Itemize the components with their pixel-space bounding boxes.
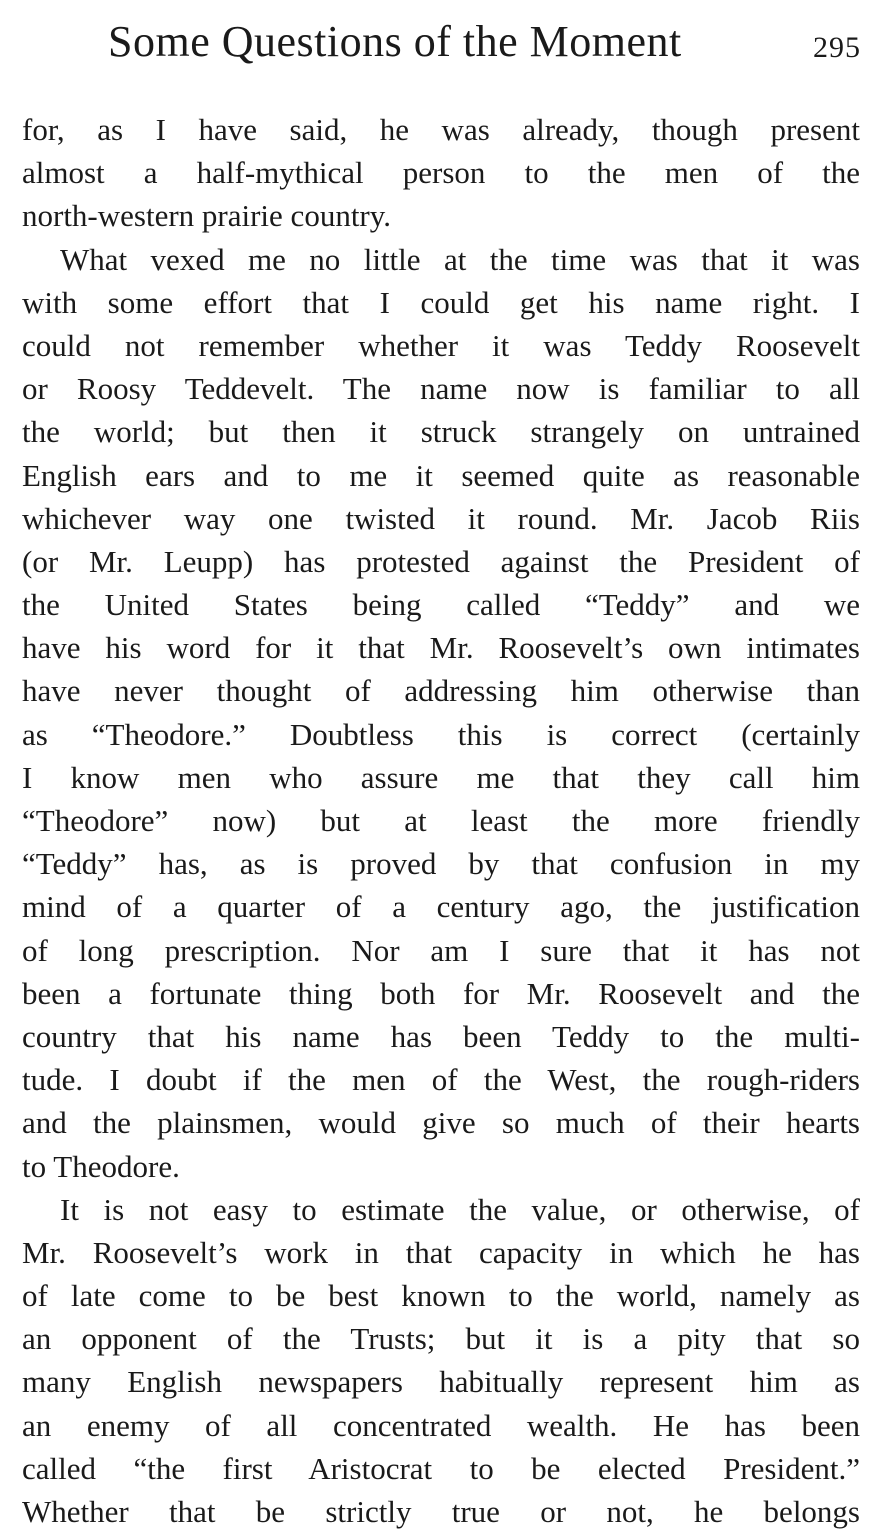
text-line: country that his name has been Teddy to the multi-: [22, 1018, 860, 1054]
text-line: almost a half-mythical person to the men of the: [22, 155, 860, 191]
text-line: an enemy of all concentrated wealth. He has been: [22, 1407, 860, 1443]
text-line: for, as I have said, he was already, though present: [22, 112, 860, 147]
text-line: many English newspapers habitually represent him as: [22, 1364, 860, 1400]
text-line: “Teddy” has, as is proved by that confusion in my: [22, 846, 860, 882]
text-line: to Theodore.: [22, 1148, 180, 1184]
text-line: tude. I doubt if the men of the West, the rough-riders: [22, 1062, 860, 1098]
text-line: Whether that be strictly true or not, he belongs: [22, 1494, 860, 1529]
text-line: the world; but then it struck strangely on untrained: [22, 414, 860, 450]
running-head: [22, 14, 861, 70]
text-line: Mr. Roosevelt’s work in that capacity in which he has: [22, 1234, 860, 1270]
text-line: north-western prairie country.: [22, 198, 391, 234]
text-line: mind of a quarter of a century ago, the justification: [22, 889, 860, 925]
body-text: [22, 108, 860, 1533]
text-line: whichever way one twisted it round. Mr. Jacob Riis: [22, 500, 860, 536]
text-line: as “Theodore.” Doubtless this is correct (certainly: [22, 716, 860, 752]
text-line: It is not easy to estimate the value, or otherwise, of: [60, 1191, 860, 1227]
text-line: of long prescription. Nor am I sure that it has not: [22, 932, 860, 968]
text-line: English ears and to me it seemed quite as reasonable: [22, 457, 860, 493]
text-line: “Theodore” now) but at least the more friendly: [22, 803, 860, 838]
text-line: and the plainsmen, would give so much of their hearts: [22, 1105, 860, 1141]
text-line: have never thought of addressing him otherwise than: [22, 673, 860, 709]
text-line: been a fortunate thing both for Mr. Roosevelt and the: [22, 975, 860, 1011]
text-line: the United States being called “Teddy” and we: [22, 587, 860, 623]
running-title: Some Questions of the Moment: [108, 17, 682, 66]
text-line: I know men who assure me that they call him: [22, 759, 860, 795]
text-line: or Roosy Teddevelt. The name now is familiar to all: [22, 371, 860, 407]
text-line: have his word for it that Mr. Roosevelt’s own intimates: [22, 630, 860, 666]
text-line: called “the first Aristocrat to be elected President.”: [22, 1450, 860, 1486]
text-line: What vexed me no little at the time was that it was: [60, 241, 860, 277]
page-number: 295: [813, 31, 861, 64]
text-line: with some effort that I could get his name right. I: [22, 284, 860, 320]
text-line: could not remember whether it was Teddy Roosevelt: [22, 327, 860, 363]
text-line: of late come to be best known to the world, namely as: [22, 1278, 860, 1314]
text-line: an opponent of the Trusts; but it is a pity that so: [22, 1321, 860, 1357]
text-line: (or Mr. Leupp) has protested against the President of: [22, 543, 860, 579]
